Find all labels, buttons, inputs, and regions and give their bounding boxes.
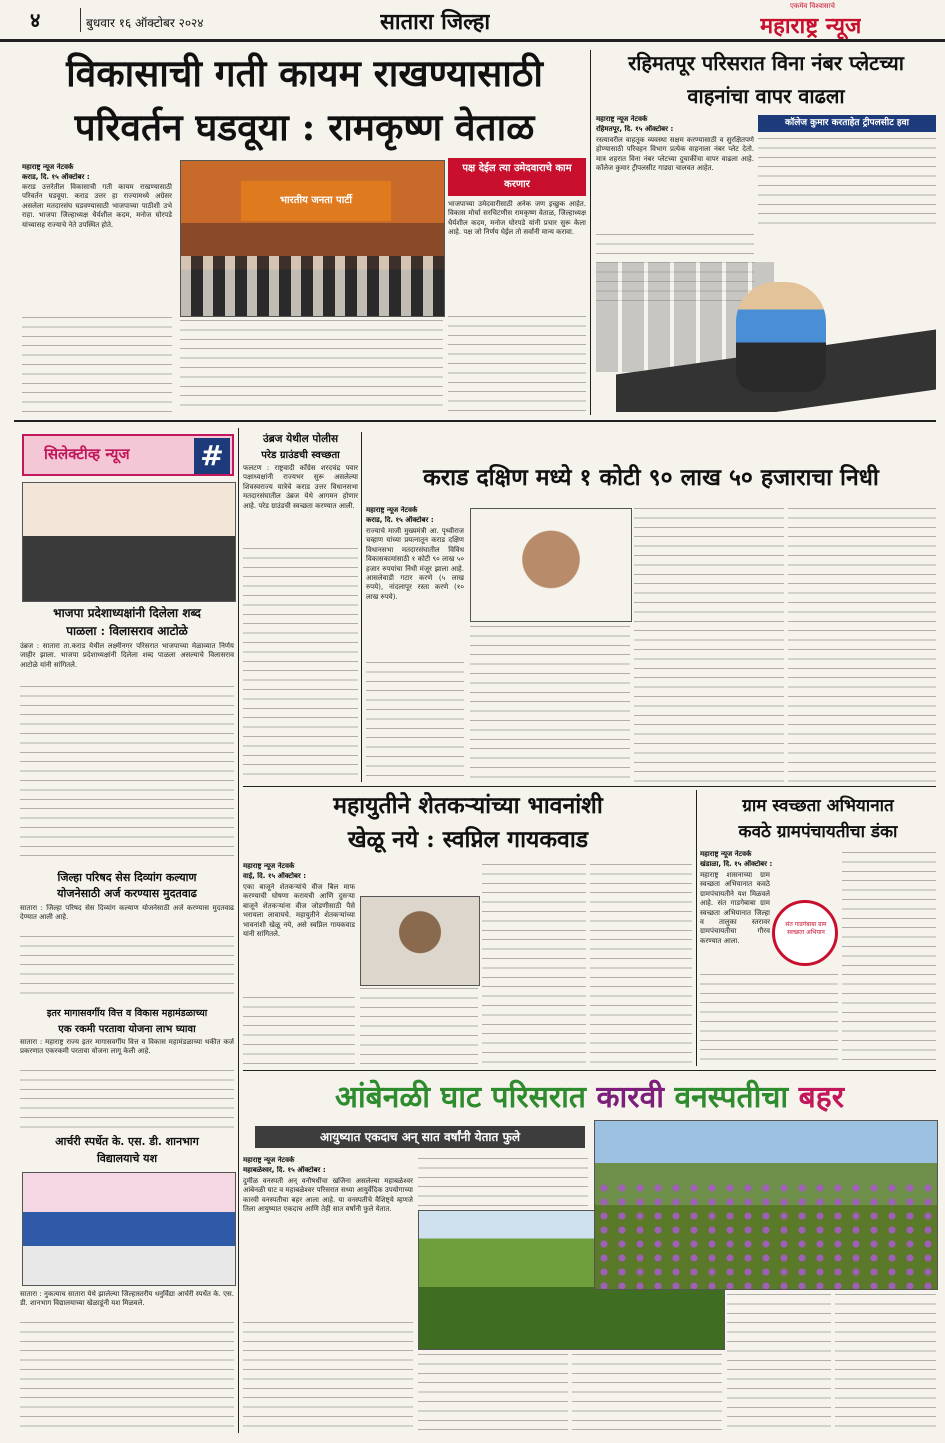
- archery-photo: [22, 1172, 236, 1286]
- page-header: [0, 0, 945, 42]
- umbraj-rule: [361, 432, 362, 782]
- mahayuti-text-column-1: [243, 995, 355, 1065]
- gram-text-column-1: [700, 972, 838, 1066]
- story2-headline-2: योजनेसाठी अर्ज करण्यास मुदतवाढ: [57, 887, 197, 900]
- middle-rule: [243, 786, 936, 787]
- story4-headline-1: आर्चरी स्पर्धेत के. एस. डी. शानभाग: [55, 1135, 199, 1148]
- page-number: ४: [30, 8, 41, 32]
- ambenali-text-column-1: [243, 1320, 413, 1432]
- mahayuti-portrait: [360, 896, 480, 986]
- lead-text-column-3: [448, 314, 586, 414]
- story2-headline-1: जिल्हा परिषद सेस दिव्यांग कल्याण: [57, 871, 197, 884]
- selective-text: उंब्रज : सातारा ता.कराड येथील लक्ष्मीनगर परिसरात भाजपाच्या मेळाव्यात निर्णय जाहीर झाला. भाजपा प्रदेशाध्यक्षांनी दिलेला शब्द पाळला असल्याचे विलासराव आटोळे यांनी सांगितले.: [20, 642, 234, 669]
- lead-col2-text: भाजपाच्या उमेदवारीसाठी अनेक जण इच्छुक आहेत. विकास मोर्चा सरचिटणीस रामकृष्ण वेताळ, जिल्हाध्यक्ष धैर्यशील कदम, मनोज घोरपडे यांनी प्रचार सुरू केला आहे. पक्ष जो निर्णय घेईल तो सर्वांनी मान्य करावा.: [448, 200, 586, 237]
- rahimatpur-text-column-2: [758, 136, 936, 231]
- mahayuti-byline: महाराष्ट्र न्यूज नेटवर्क: [243, 862, 295, 870]
- story4-headline-2: विद्यालयाचे यश: [96, 1152, 158, 1165]
- lead-headline-2: परिवर्तन घडवूया : रामकृष्ण वेताळ: [74, 105, 535, 149]
- ambenali-text: दुर्मीळ वनस्पती अन् वनौषधींचा खजिना असलेल्या महाबळेश्वर आंबेनळी घाट व महाबळेश्वर परिसरात सध्या आयुर्वेदिक उपयोगाच्या कारवी वनस्पतीचा बहर आला आहे. या वनस्पतीचे वैशिष्ट्ये म्हणजे तिला आयुष्यात एकदाच आणि तेही सात वर्षांनी फुले येतात.: [243, 1177, 413, 1214]
- story4-text-lines: [20, 1320, 234, 1430]
- lead-text-column-1: [22, 315, 172, 413]
- story3-text-lines: [20, 1068, 234, 1128]
- lower-rule: [243, 1070, 936, 1071]
- lead-dateline: कराड, दि. १५ ऑक्टोबर :: [22, 173, 90, 181]
- karvi-blossoms: [595, 1181, 937, 1289]
- ambenali-headline-part3: वनस्पतीचा: [664, 1080, 799, 1115]
- mahayuti-dateline: वाई, दि. १५ ऑक्टोबर :: [243, 872, 306, 880]
- selective-headline-2: पाळला : विलासराव आटोळे: [66, 624, 188, 638]
- karad-headline: कराड दक्षिण मध्ये १ कोटी ९० लाख ५० हजाराचा निधी: [423, 464, 879, 491]
- ambenali-text-column-2: [418, 1156, 588, 1208]
- lead-photo-banner: भारतीय जनता पार्टी: [241, 181, 391, 221]
- ambenali-headline-part4: बहर: [798, 1080, 844, 1115]
- karvi-flowers-photo: [594, 1120, 938, 1290]
- karad-text-column-1: [366, 660, 464, 782]
- rahimatpur-subhead: कॉलेज कुमार करताहेत ट्रीपलसीट हवा: [758, 115, 936, 132]
- gram-text-column-2: [842, 850, 936, 1066]
- rahimatpur-text: रस्त्यावरील वाहतूक व्यवस्था सक्षम करण्यासाठी व सुरक्षितपणे होण्यासाठी परिवहन विभाग प्रत्येक वाहनाला नंबर प्लेट देतो. मात्र शहरात विना नंबर प्लेटच्या दुचाकींचा वापर वाढला आहे. कॉलेज कुमार ट्रीपलसीट गाड्या चालवत आहेत.: [596, 136, 754, 173]
- rahimatpur-cartoon: [596, 232, 936, 412]
- selective-hash-icon: #: [194, 438, 230, 474]
- karad-portrait: [470, 508, 632, 622]
- karad-text: राज्याचे माजी मुख्यमंत्री आ. पृथ्वीराज चव्हाण यांच्या प्रयत्नातून कराड दक्षिण विधानसभा मतदारसंघातील विविध विकासकामांसाठी १ कोटी ९० लाख ५० हजार रुपयांचा निधी मंजूर झाला आहे. आसलेवाडी गटार करणे (५ लाख रुपये), नांदलापूर रस्ता करणे (१० लाख रुपये).: [366, 527, 464, 601]
- selective-photo: [22, 482, 236, 602]
- karad-text-column-4: [788, 506, 936, 782]
- header-divider: [80, 8, 81, 32]
- lead-headline-1: विकासाची गती कायम राखण्यासाठी: [66, 51, 543, 95]
- lead-photo-people: [181, 256, 444, 316]
- story3-text: सातारा : महाराष्ट्र राज्य इतर मागासवर्गीय वित्त व विकास महामंडळाच्या थकीत कर्ज प्रकरणात एकरकमी परतावा योजना लागू केली आहे.: [20, 1038, 234, 1056]
- ambenali-headline-part2: कारवी: [596, 1080, 665, 1115]
- mahayuti-text: एका बाजूने शेतकऱ्यांचे वीज बिल माफ करण्याची घोषणा करायची आणि दुसऱ्या बाजूने शेतकऱ्यांना वीज जोडणीसाठी पैसे भरायला लावायचे. महायुतीने शेतकऱ्यांच्या भावनांशी खेळू नये, असे स्वप्निल गायकवाड यांनी सांगितले.: [243, 883, 355, 939]
- rahimatpur-dateline: रहिमतपूर, दि. १५ ऑक्टोबर :: [596, 125, 674, 133]
- lead-photo: [180, 160, 445, 317]
- story2-text-lines: [20, 934, 234, 998]
- story4-text: सातारा : नुकत्याच सातारा येथे झालेल्या जिल्हास्तरीय धनुर्विद्या आर्चरी स्पर्धेत के. एस. डी. शानभाग विद्यालयाच्या खेळाडूंनी यश मिळवले.: [20, 1290, 234, 1308]
- mahayuti-headline-2: खेळू नये : स्वप्निल गायकवाड: [347, 826, 589, 853]
- mahayuti-text-column-3: [482, 862, 586, 1066]
- cartoon-riders: [736, 282, 826, 392]
- lead-byline: महाराष्ट्र न्यूज नेटवर्क: [22, 163, 74, 171]
- rahimatpur-byline: महाराष्ट्र न्यूज नेटवर्क: [596, 115, 648, 123]
- story2-text: सातारा : जिल्हा परिषद सेस दिव्यांग कल्याण योजनेसाठी अर्ज करण्यास मुदतवाढ देण्यात आली आहे.: [20, 904, 234, 922]
- gram-dateline: खंडाळा, दि. १५ ऑक्टोबर :: [700, 860, 773, 868]
- top-section-rule: [14, 420, 936, 422]
- mahayuti-text-column-4: [590, 862, 692, 1066]
- ambenali-headline: [243, 1074, 936, 1122]
- selective-badge-label: सिलेक्टीव्ह न्यूज: [44, 445, 130, 463]
- ambenali-text-column-5: [727, 1292, 831, 1432]
- selective-text-lines: [20, 684, 234, 864]
- gram-text: महाराष्ट्र शासनाच्या ग्राम स्वच्छता अभियानात कवठे ग्रामपंचायतीने यश मिळवले आहे. संत गाडगेबाबा ग्राम स्वच्छता अभियानात जिल्हा व तालुका स्तरावर ग्रामपंचायतीचा गौरव करण्यात आला.: [700, 871, 770, 945]
- story3-headline-2: एक रकमी परतावा योजना लाभ घ्यावा: [58, 1024, 196, 1035]
- ambenali-headline-part1: आंबेनळी घाट परिसरात: [335, 1080, 597, 1115]
- lead-text-column-2: [180, 318, 443, 414]
- gram-headline-2: कवठे ग्रामपंचायतीचा डंका: [738, 822, 898, 842]
- karad-text-column-2: [470, 624, 630, 782]
- gram-byline: महाराष्ट्र न्यूज नेटवर्क: [700, 850, 752, 858]
- gram-headline-1: ग्राम स्वच्छता अभियानात: [742, 796, 894, 816]
- ambenali-byline: महाराष्ट्र न्यूज नेटवर्क: [243, 1156, 295, 1164]
- mahayuti-text-column-2: [360, 986, 478, 1066]
- mahayuti-headline-1: महायुतीने शेतकऱ्यांच्या भावनांशी: [333, 792, 603, 819]
- gram-seal-label: संत गाडगेबाबा ग्राम स्वच्छता अभियान: [785, 921, 827, 936]
- gram-rule: [696, 790, 697, 1066]
- lead-rule: [590, 50, 591, 415]
- issue-date: बुधवार १६ ऑक्टोबर २०२४: [86, 16, 204, 30]
- gram-seal: [772, 900, 838, 966]
- ambenali-text-column-6: [835, 1292, 936, 1432]
- umbraj-headline-1: उंब्रज येथील पोलीस: [262, 433, 339, 445]
- umbraj-text-lines: [243, 546, 358, 782]
- rahimatpur-headline-1: रहिमतपूर परिसरात विना नंबर प्लेटच्या: [628, 51, 904, 75]
- section-title: सातारा जिल्हा: [380, 10, 491, 35]
- karad-byline: महाराष्ट्र न्यूज नेटवर्क: [366, 506, 418, 514]
- ambenali-dateline: महाबळेश्वर, दि. १५ ऑक्टोबर :: [243, 1166, 326, 1174]
- selective-news-column: [14, 428, 239, 1433]
- rahimatpur-headline-2: वाहनांचा वापर वाढला: [687, 84, 845, 108]
- karad-dateline: कराड, दि. १५ ऑक्टोबर :: [366, 516, 434, 524]
- ambenali-subhead: आयुष्यात एकदाच अन् सात वर्षांनी येतात फुले: [255, 1126, 585, 1148]
- ambenali-text-column-4: [572, 1352, 722, 1432]
- masthead-tagline: एकमेव विश्वासाचे: [790, 2, 835, 10]
- umbraj-text: फलटण : राष्ट्रवादी काँग्रेस शरदचंद्र पवार पक्षाध्यक्षांनी राज्यभर सुरू असलेल्या शिवस्वराज्य यात्रेचे कराड उत्तर विधानसभा मतदारसंघातील उंब्रज येथे आगमन होणार आहे. परेड ग्राउंडची स्वच्छता करण्यात आली.: [243, 464, 358, 510]
- umbraj-headline-2: परेड ग्राउंडची स्वच्छता: [261, 450, 340, 461]
- selective-headline-1: भाजपा प्रदेशाध्यक्षांनी दिलेला शब्द: [53, 606, 201, 620]
- selective-badge: [22, 434, 234, 476]
- karad-text-column-3: [634, 506, 784, 782]
- story3-headline-1: इतर मागासवर्गीय वित्त व विकास महामंडळाच्या: [46, 1008, 208, 1019]
- masthead-logo: महाराष्ट्र न्यूज: [760, 14, 862, 39]
- ambenali-text-column-3: [418, 1352, 568, 1432]
- lead-callout: पक्ष देईल त्या उमेदवाराचे काम करणार: [448, 158, 586, 196]
- lead-intro: कराड उत्तरेतील विकासाची गती कायम राखण्यासाठी परिवर्तन घडवूया. कराड उत्तर हा राज्यामध्ये अग्रेसर असलेला मतदारसंघ घडवण्यासाठी भाजपाच्या पाठीशी उभे राहा. भाजपा जिल्हाध्यक्ष धैर्यशील कदम, मनोज घोरपडे यांच्यासह राज्याचे नेते उपस्थित होते.: [22, 183, 172, 229]
